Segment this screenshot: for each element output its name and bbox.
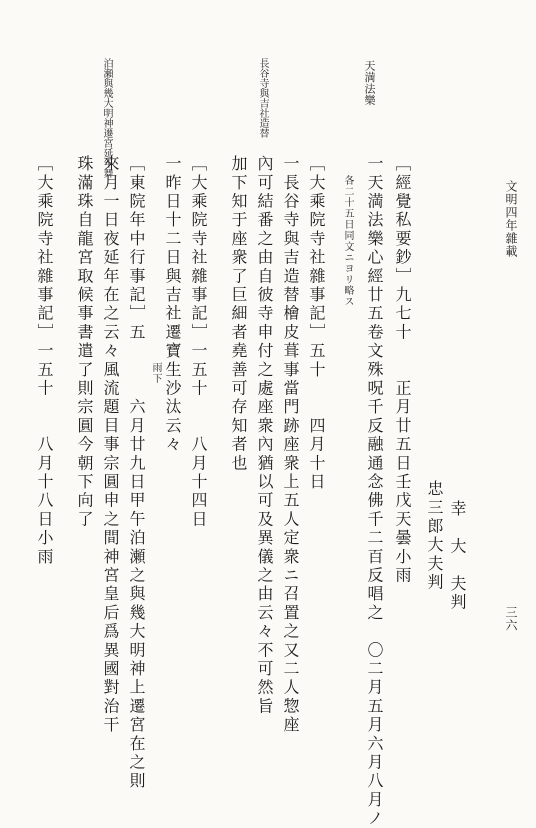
text-column-12: 珠滿珠自龍宮取候事書遣了則宗圓今朝下向了 [75, 155, 94, 529]
text-column-9: 一昨日十二日與吉社遷寶生沙汰云々 [163, 155, 182, 455]
top-note-2: 長谷寺與吉社造替 [257, 58, 268, 138]
text-column-10: ［東院年中行事記］五 六月廿九日甲午泊瀬之與幾大明神上遷宮在之則 [127, 155, 146, 791]
top-note-1: 天満法樂 [363, 60, 376, 106]
text-column-13: ［大乘院寺社雜事記］一五十 八月十八日小雨 [35, 155, 54, 567]
text-column-4: ［大乘院寺社雜事記］五十 四月十日 [307, 155, 326, 492]
running-title: 文明四年雜載 [504, 180, 518, 258]
text-column-11: 來月一日夜延年在之云々風流題目事宗圓申之間神宮皇后爲異國對治干 [101, 155, 120, 735]
text-column-6: 內可結番之由自彼寺申付之處座衆內猶以可及異儀之由云々不可然旨 [255, 155, 274, 716]
page-number: 三六 [504, 606, 518, 632]
text-column-1: ［經覺私要鈔］九七十 正月廿五日壬戊天曇小雨 [393, 155, 412, 586]
text-column-3: 各二十五日同文ニヨリ略ス [342, 175, 353, 307]
text-column-7: 加下知于座衆了巨細者堯善可存知者也 [229, 155, 248, 473]
text-column-8: ［大乘院寺社雜事記］一五十 八月十四日 [189, 155, 208, 529]
interlinear-note: 雨下 [150, 362, 161, 384]
signature-3: 幸 大 夫判 [448, 500, 467, 613]
text-column-5: 一長谷寺與吉造替檜皮葺事當門跡座衆上五人定衆ニ召置之又二人惣座 [281, 155, 300, 735]
text-column-2: 一天満法樂心經廿五卷文殊呪千反融通念佛千二百反唱之 〇二月五月六月八月ノ [365, 155, 384, 828]
signature-2: 忠三郎大夫判 [425, 480, 444, 593]
top-note-3: 泊瀬與幾大明神遷宮延年舞 [101, 58, 112, 178]
